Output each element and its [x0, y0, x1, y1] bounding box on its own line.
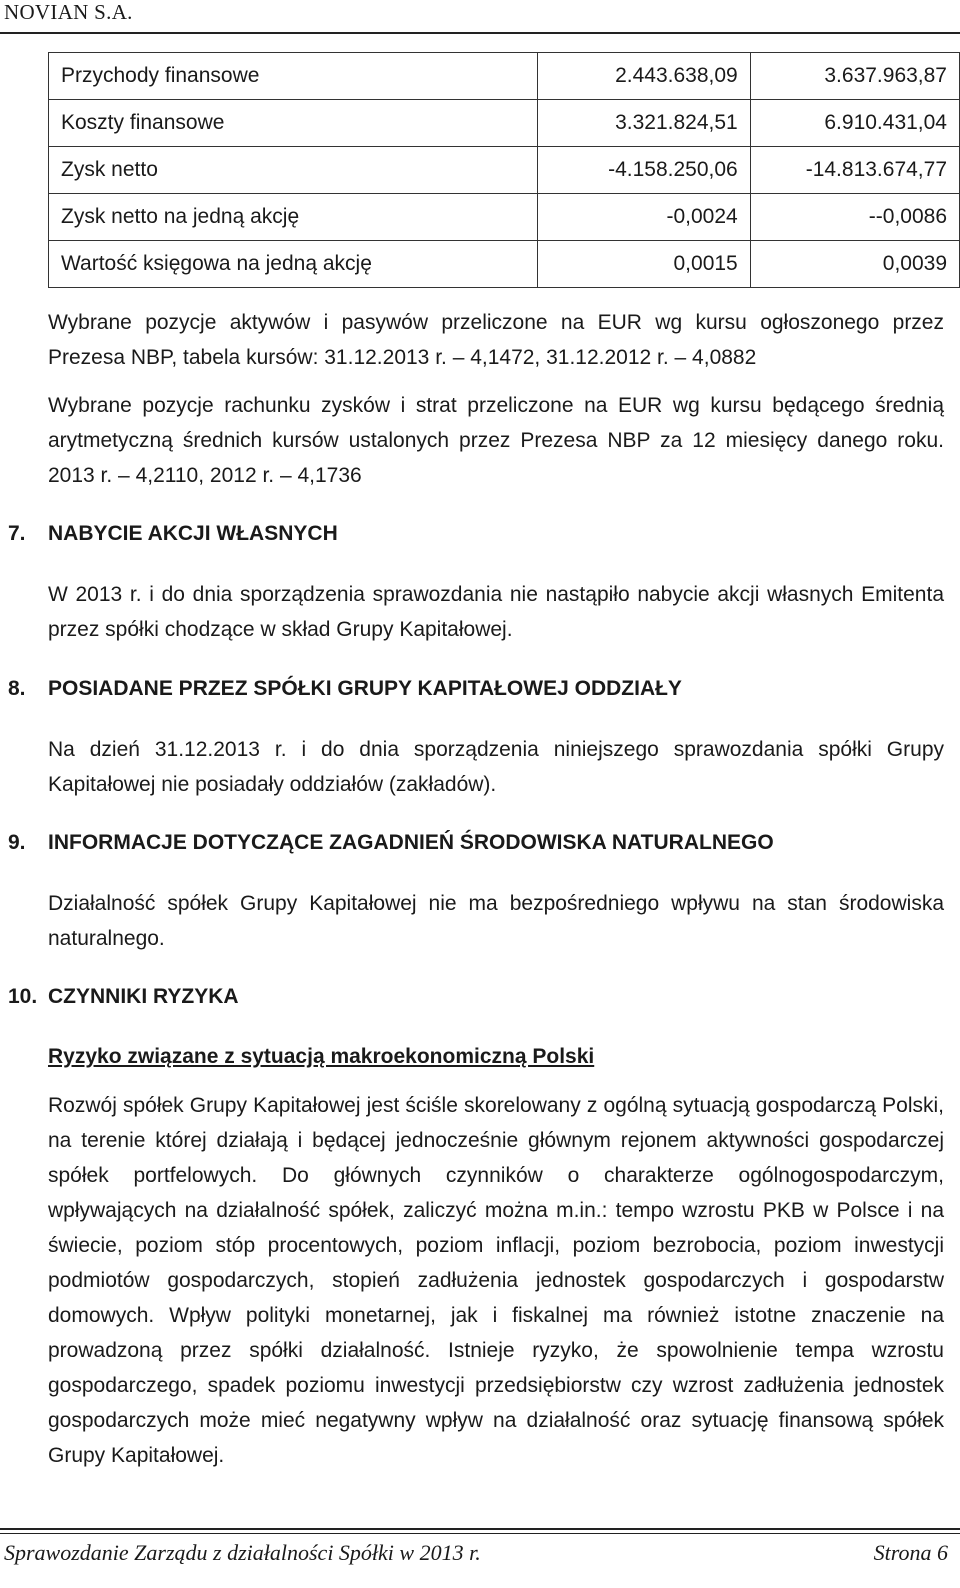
value-2012: 3.637.963,87: [750, 53, 959, 100]
footer-title: Sprawozdanie Zarządu z działalności Spółki w 2013 r.: [4, 1540, 481, 1565]
header-rule: [0, 32, 960, 34]
footer-rule: [0, 1528, 960, 1530]
footer-rule-thin: [0, 1533, 960, 1534]
section-heading-10: [8, 985, 239, 1009]
value-2013: 0,0015: [537, 241, 750, 288]
table-row: [49, 100, 960, 147]
table-row: [49, 241, 960, 288]
value-2013: 3.321.824,51: [537, 100, 750, 147]
footer-page-number: Strona 6: [873, 1540, 948, 1565]
value-2012: 0,0039: [750, 241, 959, 288]
table-row: [49, 53, 960, 100]
header-company: NOVIAN S.A.: [4, 0, 133, 24]
section-number: 9.: [8, 831, 26, 854]
section-title: INFORMACJE DOTYCZĄCE ZAGADNIEŃ ŚRODOWISKA NATURALNEGO: [48, 831, 774, 854]
section-10-subtitle: Ryzyko związane z sytuacją makroekonomiczną Polski: [48, 1045, 595, 1068]
pl-rate-note: Wybrane pozycje rachunku zysków i strat przeliczone na EUR wg kursu będącego średnią arytmetyczną średnich kursów ustalonych przez Prezesa NBP za 12 miesięcy danego roku. 2013 r. – 4,2110, 2012 r. – 4,1736: [48, 394, 944, 487]
balance-rate-note: Wybrane pozycje aktywów i pasywów przeliczone na EUR wg kursu ogłoszonego przez Prezesa NBP, tabela kursów: 31.12.2013 r. – 4,1472, 31.12.2012 r. – 4,0882: [48, 311, 944, 369]
row-label: Zysk netto: [49, 147, 538, 194]
table-row: [49, 194, 960, 241]
value-2012: --0,0086: [750, 194, 959, 241]
value-2013: -0,0024: [537, 194, 750, 241]
section-title: POSIADANE PRZEZ SPÓŁKI GRUPY KAPITAŁOWEJ ODDZIAŁY: [48, 677, 682, 700]
row-label: Wartość księgowa na jedną akcję: [49, 241, 538, 288]
row-label: Zysk netto na jedną akcję: [49, 194, 538, 241]
section-heading-7: [8, 522, 338, 546]
section-number: 7.: [8, 522, 26, 545]
section-title: NABYCIE AKCJI WŁASNYCH: [48, 522, 338, 545]
value-2012: 6.910.431,04: [750, 100, 959, 147]
section-title: CZYNNIKI RYZYKA: [48, 985, 239, 1008]
section-heading-9: [8, 831, 774, 855]
row-label: Przychody finansowe: [49, 53, 538, 100]
section-7-text: W 2013 r. i do dnia sporządzenia sprawozdania nie nastąpiło nabycie akcji własnych Emitenta przez spółki chodzące w skład Grupy Kapitałowej.: [48, 583, 944, 641]
table-row: [49, 147, 960, 194]
value-2012: -14.813.674,77: [750, 147, 959, 194]
section-heading-8: [8, 677, 682, 701]
row-label: Koszty finansowe: [49, 100, 538, 147]
value-2013: 2.443.638,09: [537, 53, 750, 100]
section-8-text: Na dzień 31.12.2013 r. i do dnia sporządzenia niniejszego sprawozdania spółki Grupy Kapitałowej nie posiadały oddziałów (zakładów).: [48, 738, 944, 796]
section-number: 8.: [8, 677, 26, 700]
financial-table: [48, 52, 960, 288]
section-9-text: Działalność spółek Grupy Kapitałowej nie ma bezpośredniego wpływu na stan środowiska naturalnego.: [48, 892, 944, 950]
value-2013: -4.158.250,06: [537, 147, 750, 194]
section-10-text: Rozwój spółek Grupy Kapitałowej jest ściśle skorelowany z ogólną sytuacją gospodarczą Polski, na terenie której działają i będącej jednocześnie głównym rejonem aktywności gospodarczej spółek portfelowych. Do głównych czynników o charakterze ogólnogospodarczym, wpływających na działalność spółek, zaliczyć można m.in.: tempo wzrostu PKB w Polsce i na świecie, poziom stóp procentowych, poziom inflacji, poziom bezrobocia, poziom inwestycji podmiotów gospodarczych, stopień zadłużenia jednostek gospodarczych i gospodarstw domowych. Wpływ polityki monetarnej, jak i fiskalnej ma również istotne znaczenie na prowadzoną przez spółki działalność. Istnieje ryzyko, że spowolnienie tempa wzrostu gospodarczego, spadek poziomu inwestycji przedsiębiorstw czy wzrost zadłużenia jednostek gospodarczych może mieć negatywny wpływ na działalność oraz sytuację finansową spółek Grupy Kapitałowej.: [48, 1094, 944, 1467]
section-number: 10.: [8, 985, 38, 1008]
